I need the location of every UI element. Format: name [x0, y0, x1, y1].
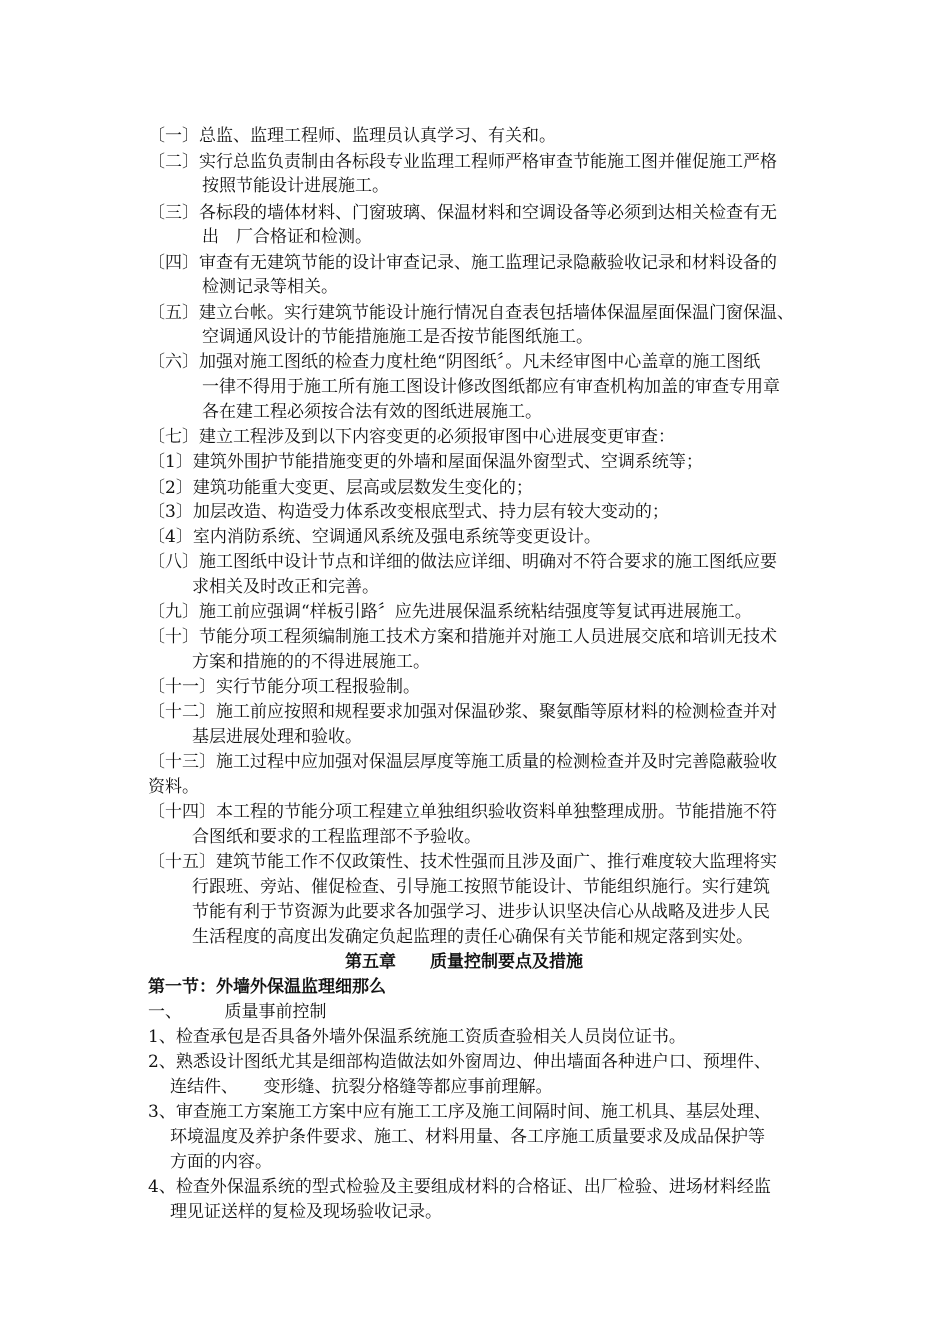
text-line: 〔十〕节能分项工程须编制施工技术方案和措施并对施工人员进展交底和培训无技术 [148, 627, 777, 647]
text-line: 行跟班、旁站、催促检查、引导施工按照节能设计、节能组织施行。实行建筑 [192, 877, 770, 897]
text-line: 〔四〕审查有无建筑节能的设计审查记录、施工监理记录隐蔽验收记录和材料设备的 [148, 253, 777, 273]
heading-line: 第五章 质量控制要点及措施 [345, 952, 583, 972]
text-line: 环境温度及养护条件要求、施工、材料用量、各工序施工质量要求及成品保护等 [170, 1127, 765, 1147]
text-line: 〔一〕总监、监理工程师、监理员认真学习、有关和。 [148, 126, 556, 146]
text-line: 一律不得用于施工所有施工图设计修改图纸都应有审查机构加盖的审查专用章 [202, 377, 780, 397]
text-line: 〔七〕建立工程涉及到以下内容变更的必须报审图中心进展变更审查： [148, 427, 675, 447]
text-line: 〔十二〕施工前应按照和规程要求加强对保温砂浆、聚氨酯等原材料的检测检查并对 [148, 702, 777, 722]
text-line: 基层进展处理和验收。 [192, 727, 362, 747]
text-line: 节能有利于节资源为此要求各加强学习、进步认识坚决信心从战略及进步人民 [192, 902, 770, 922]
text-line: 3、审查施工方案施工方案中应有施工工序及施工间隔时间、施工机具、基层处理、 [148, 1102, 771, 1122]
text-line: 〔十四〕本工程的节能分项工程建立单独组织验收资料单独整理成册。节能措施不符 [148, 802, 777, 822]
text-line: 〔十一〕实行节能分项工程报验制。 [148, 677, 420, 697]
text-line: 〔三〕各标段的墙体材料、门窗玻璃、保温材料和空调设备等必须到达相关检查有无 [148, 203, 777, 223]
heading-line: 第一节：外墙外保温监理细那么 [148, 977, 386, 997]
text-line: 〔六〕加强对施工图纸的检查力度杜绝“阴图纸〞。凡未经审图中心盖章的施工图纸 [148, 352, 761, 372]
text-line: 合图纸和要求的工程监理部不予验收。 [192, 827, 481, 847]
text-line: 〔五〕建立台帐。实行建筑节能设计施行情况自查表包括墙体保温屋面保温门窗保温、 [148, 303, 794, 323]
text-line: 生活程度的高度出发确定负起监理的责任心确保有关节能和规定落到实处。 [192, 927, 753, 947]
text-line: 〔八〕施工图纸中设计节点和详细的做法应详细、明确对不符合要求的施工图纸应要 [148, 552, 777, 572]
text-line: 〔3〕加层改造、构造受力体系改变根底型式、持力层有较大变动的； [148, 502, 669, 522]
text-line: 方面的内容。 [170, 1152, 272, 1172]
text-line: 4、检查外保温系统的型式检验及主要组成材料的合格证、出厂检验、进场材料经监 [148, 1177, 771, 1197]
text-line: 按照节能设计进展施工。 [202, 176, 389, 196]
text-line: 〔2〕建筑功能重大变更、层高或层数发生变化的； [148, 478, 533, 498]
text-line: 〔九〕施工前应强调“样板引路〞应先进展保温系统粘结强度等复试再进展施工。 [148, 602, 752, 622]
text-line: 资料。 [148, 777, 199, 797]
text-line: 2、熟悉设计图纸尤其是细部构造做法如外窗周边、伸出墙面各种进户口、预埋件、 [148, 1052, 771, 1072]
text-line: 〔十三〕施工过程中应加强对保温层厚度等施工质量的检测检查并及时完善隐蔽验收 [148, 752, 777, 772]
text-line: 〔4〕室内消防系统、空调通风系统及强电系统等变更设计。 [148, 527, 601, 547]
text-line: 出 厂合格证和检测。 [202, 227, 372, 247]
text-line: 一、 质量事前控制 [148, 1002, 327, 1022]
text-line: 求相关及时改正和完善。 [192, 577, 379, 597]
text-line: 理见证送样的复检及现场验收记录。 [170, 1202, 442, 1222]
text-line: 〔1〕建筑外围护节能措施变更的外墙和屋面保温外窗型式、空调系统等； [148, 452, 703, 472]
text-line: 方案和措施的的不得进展施工。 [192, 652, 430, 672]
text-line: 〔二〕实行总监负责制由各标段专业监理工程师严格审查节能施工图并催促施工严格 [148, 152, 777, 172]
text-line: 1、检查承包是否具备外墙外保温系统施工资质查验相关人员岗位证书。 [148, 1027, 686, 1047]
text-line: 连结件、 变形缝、抗裂分格缝等都应事前理解。 [170, 1077, 553, 1097]
text-line: 〔十五〕建筑节能工作不仅政策性、技术性强而且涉及面广、推行难度较大监理将实 [148, 852, 777, 872]
text-line: 检测记录等相关。 [202, 277, 338, 297]
text-line: 各在建工程必须按合法有效的图纸进展施工。 [202, 402, 542, 422]
text-line: 空调通风设计的节能措施施工是否按节能图纸施工。 [202, 327, 593, 347]
